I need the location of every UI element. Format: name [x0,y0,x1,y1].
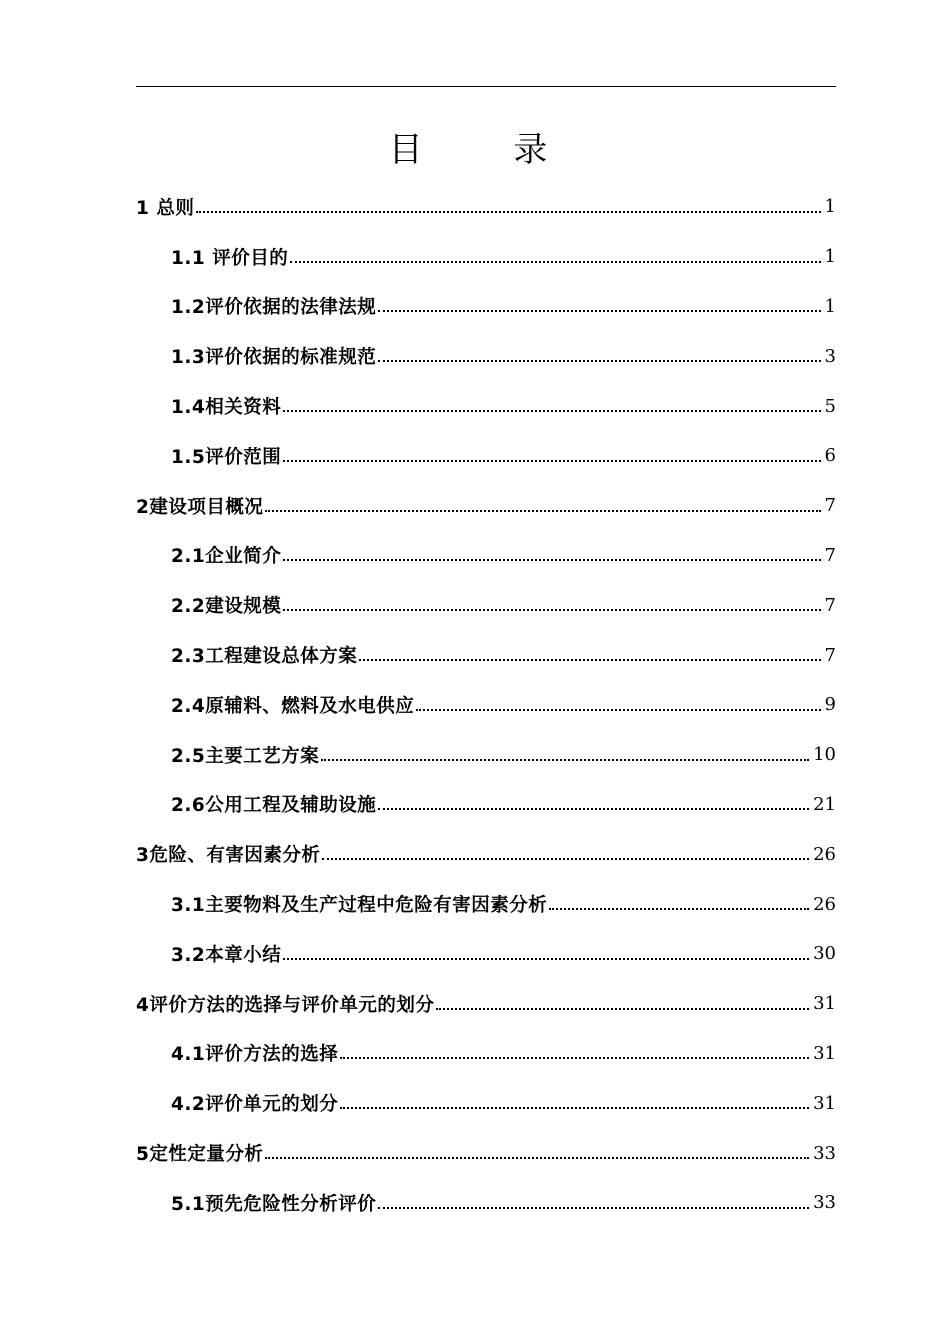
toc-entry-page-number: 1 [824,295,836,317]
toc-entry[interactable] [136,630,836,680]
toc-entry-label: 2.1企业简介 [171,546,282,568]
toc-entry-label: 4.1评价方法的选择 [171,1044,339,1066]
toc-entry-label: 4评价方法的选择与评价单元的划分 [136,994,435,1016]
toc-entry[interactable] [136,979,836,1029]
toc-entry-page-number: 7 [824,644,836,666]
toc-dot-leader [416,694,820,716]
toc-dot-leader [378,1192,809,1214]
toc-entry-page-number: 21 [813,793,836,815]
toc-entry-label: 1 总则 [136,197,195,219]
toc-dot-leader [340,1092,809,1114]
toc-dot-leader [283,395,820,417]
toc-entry[interactable] [136,929,836,979]
toc-dot-leader [378,345,820,367]
toc-entry-label: 3.2本章小结 [171,944,282,966]
toc-entry[interactable] [136,730,836,780]
toc-dot-leader [283,544,820,566]
toc-entry-label: 1.3评价依据的标准规范 [171,347,377,369]
toc-entry[interactable] [136,1128,836,1178]
toc-entry-page-number: 9 [824,694,836,716]
toc-entry-page-number: 31 [813,993,836,1015]
toc-entry-page-number: 6 [824,445,836,467]
toc-entry-label: 2.6公用工程及辅助设施 [171,795,377,817]
toc-dot-leader [340,1042,809,1064]
toc-entry-label: 1.1 评价目的 [171,247,289,269]
toc-dot-leader [283,445,820,467]
toc-dot-leader [321,744,809,766]
toc-entry-page-number: 7 [824,594,836,616]
toc-entry[interactable] [136,381,836,431]
toc-entry-label: 1.5评价范围 [171,446,282,468]
toc-entry-page-number: 31 [813,1042,836,1064]
toc-entry[interactable] [136,680,836,730]
toc-title: 目 录 [388,130,588,170]
toc-entry[interactable] [136,531,836,581]
toc-dot-leader [265,495,820,517]
toc-dot-leader [549,893,809,915]
toc-dot-leader [283,943,809,965]
toc-entry[interactable] [136,1029,836,1079]
toc-entry[interactable] [136,481,836,531]
toc-dot-leader [196,196,820,218]
toc-entry[interactable] [136,580,836,630]
toc-entry-label: 2.2建设规模 [171,596,282,618]
toc-entry-page-number: 30 [813,943,836,965]
toc-entry[interactable] [136,829,836,879]
toc-dot-leader [359,644,820,666]
toc-dot-leader [265,1142,809,1164]
toc-entry[interactable] [136,232,836,282]
toc-entry-label: 3.1主要物料及生产过程中危险有害因素分析 [171,895,548,917]
toc-entry-label: 2.5主要工艺方案 [171,745,320,767]
toc-entry-page-number: 5 [824,395,836,417]
toc-entry-page-number: 1 [824,196,836,218]
toc-entry-page-number: 3 [824,345,836,367]
toc-entry[interactable] [136,182,836,232]
toc-entry-label: 2.4原辅料、燃料及水电供应 [171,695,415,717]
toc-entry[interactable] [136,431,836,481]
toc-entry-label: 1.2评价依据的法律法规 [171,297,377,319]
toc-entry-page-number: 10 [813,744,836,766]
toc-entry-page-number: 1 [824,246,836,268]
toc-entry-page-number: 26 [813,893,836,915]
toc-dot-leader [436,993,809,1015]
toc-entry-label: 2建设项目概况 [136,496,264,518]
toc-entry[interactable] [136,282,836,332]
toc-entry[interactable] [136,879,836,929]
toc-dot-leader [378,793,809,815]
toc-entry-page-number: 33 [813,1192,836,1214]
toc-entry-label: 4.2评价单元的划分 [171,1094,339,1116]
header-rule [136,86,836,87]
toc-entry-page-number: 26 [813,843,836,865]
toc-entry[interactable] [136,1078,836,1128]
toc-dot-leader [290,246,820,268]
toc-entry-label: 5.1预先危险性分析评价 [171,1193,377,1215]
toc-dot-leader [378,295,820,317]
toc-dot-leader [322,843,809,865]
toc-entry-label: 1.4相关资料 [171,397,282,419]
toc-entry-label: 2.3工程建设总体方案 [171,646,358,668]
toc-entry-page-number: 33 [813,1142,836,1164]
toc-entry[interactable] [136,1178,836,1228]
table-of-contents [136,182,836,1228]
toc-entry-label: 3危险、有害因素分析 [136,845,321,867]
toc-entry-label: 5定性定量分析 [136,1144,264,1166]
toc-entry-page-number: 31 [813,1092,836,1114]
toc-entry-page-number: 7 [824,495,836,517]
toc-entry-page-number: 7 [824,544,836,566]
toc-entry[interactable] [136,331,836,381]
toc-dot-leader [283,594,820,616]
toc-entry[interactable] [136,780,836,830]
